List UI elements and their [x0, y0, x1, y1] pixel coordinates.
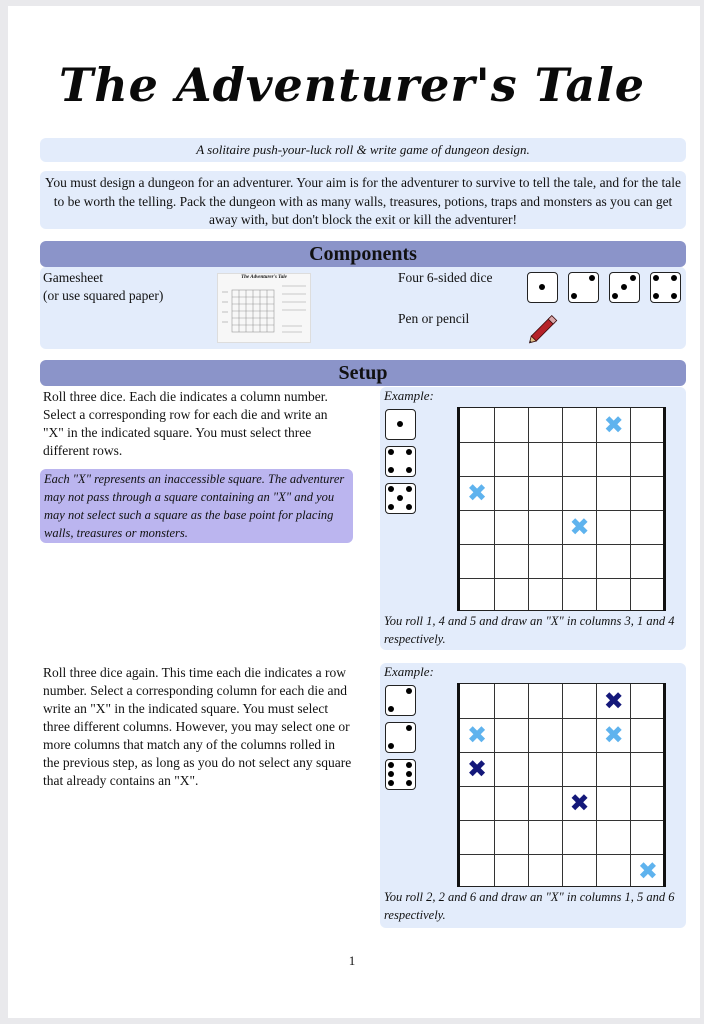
die-face-2-icon	[385, 722, 416, 753]
die-pip	[388, 486, 394, 492]
die-pip	[571, 293, 577, 299]
die-pip	[397, 495, 403, 501]
setup-step2-text: Roll three dice again. This time each die indicates a row number. Select a corresponding column for each die and write an "X" in the indicated square. You must select three different columns. However, you may select one or more columns that match any of the columns rolled in the previous step, as long as you do not select any square that already contains an "X".	[43, 665, 352, 788]
die-pip	[406, 449, 412, 455]
grid-line	[460, 544, 663, 545]
die-pip	[406, 504, 412, 510]
die-pip	[406, 688, 412, 694]
x-mark: ✖	[603, 687, 624, 715]
die-face-2-icon	[568, 272, 599, 303]
x-mark: ✖	[569, 789, 590, 817]
page-number: 1	[348, 953, 356, 968]
die-pip	[406, 780, 412, 786]
die-pip	[630, 275, 636, 281]
pencil-icon	[524, 310, 564, 348]
die-face-2-icon	[385, 685, 416, 716]
die-pip	[589, 275, 595, 281]
x-mark: ✖	[467, 479, 488, 507]
die-face-3-icon	[609, 272, 640, 303]
setup-step1-text: Roll three dice. Each die indicates a column number. Select a corresponding row for each die and write an "X" in the indicated square. You must select three different rows.	[43, 389, 328, 458]
die-pip	[388, 771, 394, 777]
die-pip	[653, 293, 659, 299]
die-pip	[388, 706, 394, 712]
die-pip	[671, 293, 677, 299]
die-face-4-icon	[385, 446, 416, 477]
die-face-4-icon	[650, 272, 681, 303]
die-face-6-icon	[385, 759, 416, 790]
dice-label: Four 6-sided dice	[398, 270, 493, 285]
die-face-5-icon	[385, 483, 416, 514]
die-pip	[388, 467, 394, 473]
intro-paragraph: You must design a dungeon for an adventurer. Your aim is for the adventurer to survive to tell the tale, and for the tale to be worth the telling. Pack the dungeon with as many walls, treasures, potions, traps and monsters as you can get away with, but don't block the exit or kill the adventurer!	[40, 171, 686, 229]
pen-label: Pen or pencil	[398, 311, 470, 326]
thumbnail-title: The Adventurer's Tale	[241, 275, 287, 280]
die-pip	[406, 762, 412, 768]
gamesheet-note: (or use squared paper)	[43, 288, 164, 303]
die-pip	[406, 486, 412, 492]
x-mark: ✖	[603, 721, 624, 749]
components-heading: Components	[40, 241, 686, 267]
setup-step1-note: Each "X" represents an inaccessible square. The adventurer may not pass through a square containing an "X" and you may not select such a square as the base point for placing walls, treasures or monsters.	[40, 469, 353, 543]
x-mark: ✖	[603, 411, 624, 439]
die-pip	[388, 743, 394, 749]
grid-line	[460, 578, 663, 579]
die-face-1-icon	[527, 272, 558, 303]
thumbnail-grid-icon	[218, 274, 310, 342]
die-pip	[388, 449, 394, 455]
die-pip	[612, 293, 618, 299]
die-pip	[671, 275, 677, 281]
grid-wall	[663, 407, 666, 611]
x-mark: ✖	[637, 857, 658, 885]
x-mark: ✖	[467, 755, 488, 783]
example2-grid	[459, 683, 664, 887]
example2-caption: You roll 2, 2 and 6 and draw an "X" in columns 1, 5 and 6 respectively.	[384, 890, 675, 922]
gamesheet-thumbnail	[217, 273, 311, 343]
grid-line	[460, 820, 663, 821]
example2-label: Example:	[384, 664, 434, 679]
die-pip	[406, 725, 412, 731]
subtitle: A solitaire push-your-luck roll & write game of dungeon design.	[40, 138, 686, 162]
page-title: The Adventurer's Tale	[58, 58, 646, 112]
example1-label: Example:	[384, 388, 434, 403]
gamesheet-label: Gamesheet	[43, 270, 103, 285]
example1-grid	[459, 407, 664, 611]
die-pip	[388, 504, 394, 510]
die-pip	[388, 762, 394, 768]
die-pip	[621, 284, 627, 290]
die-pip	[397, 421, 403, 427]
example1-caption: You roll 1, 4 and 5 and draw an "X" in columns 3, 1 and 4 respectively.	[384, 614, 675, 646]
die-pip	[406, 771, 412, 777]
x-mark: ✖	[569, 513, 590, 541]
die-face-1-icon	[385, 409, 416, 440]
die-pip	[388, 780, 394, 786]
die-pip	[539, 284, 545, 290]
x-mark: ✖	[467, 721, 488, 749]
setup-heading: Setup	[40, 360, 686, 386]
die-pip	[406, 467, 412, 473]
die-pip	[653, 275, 659, 281]
